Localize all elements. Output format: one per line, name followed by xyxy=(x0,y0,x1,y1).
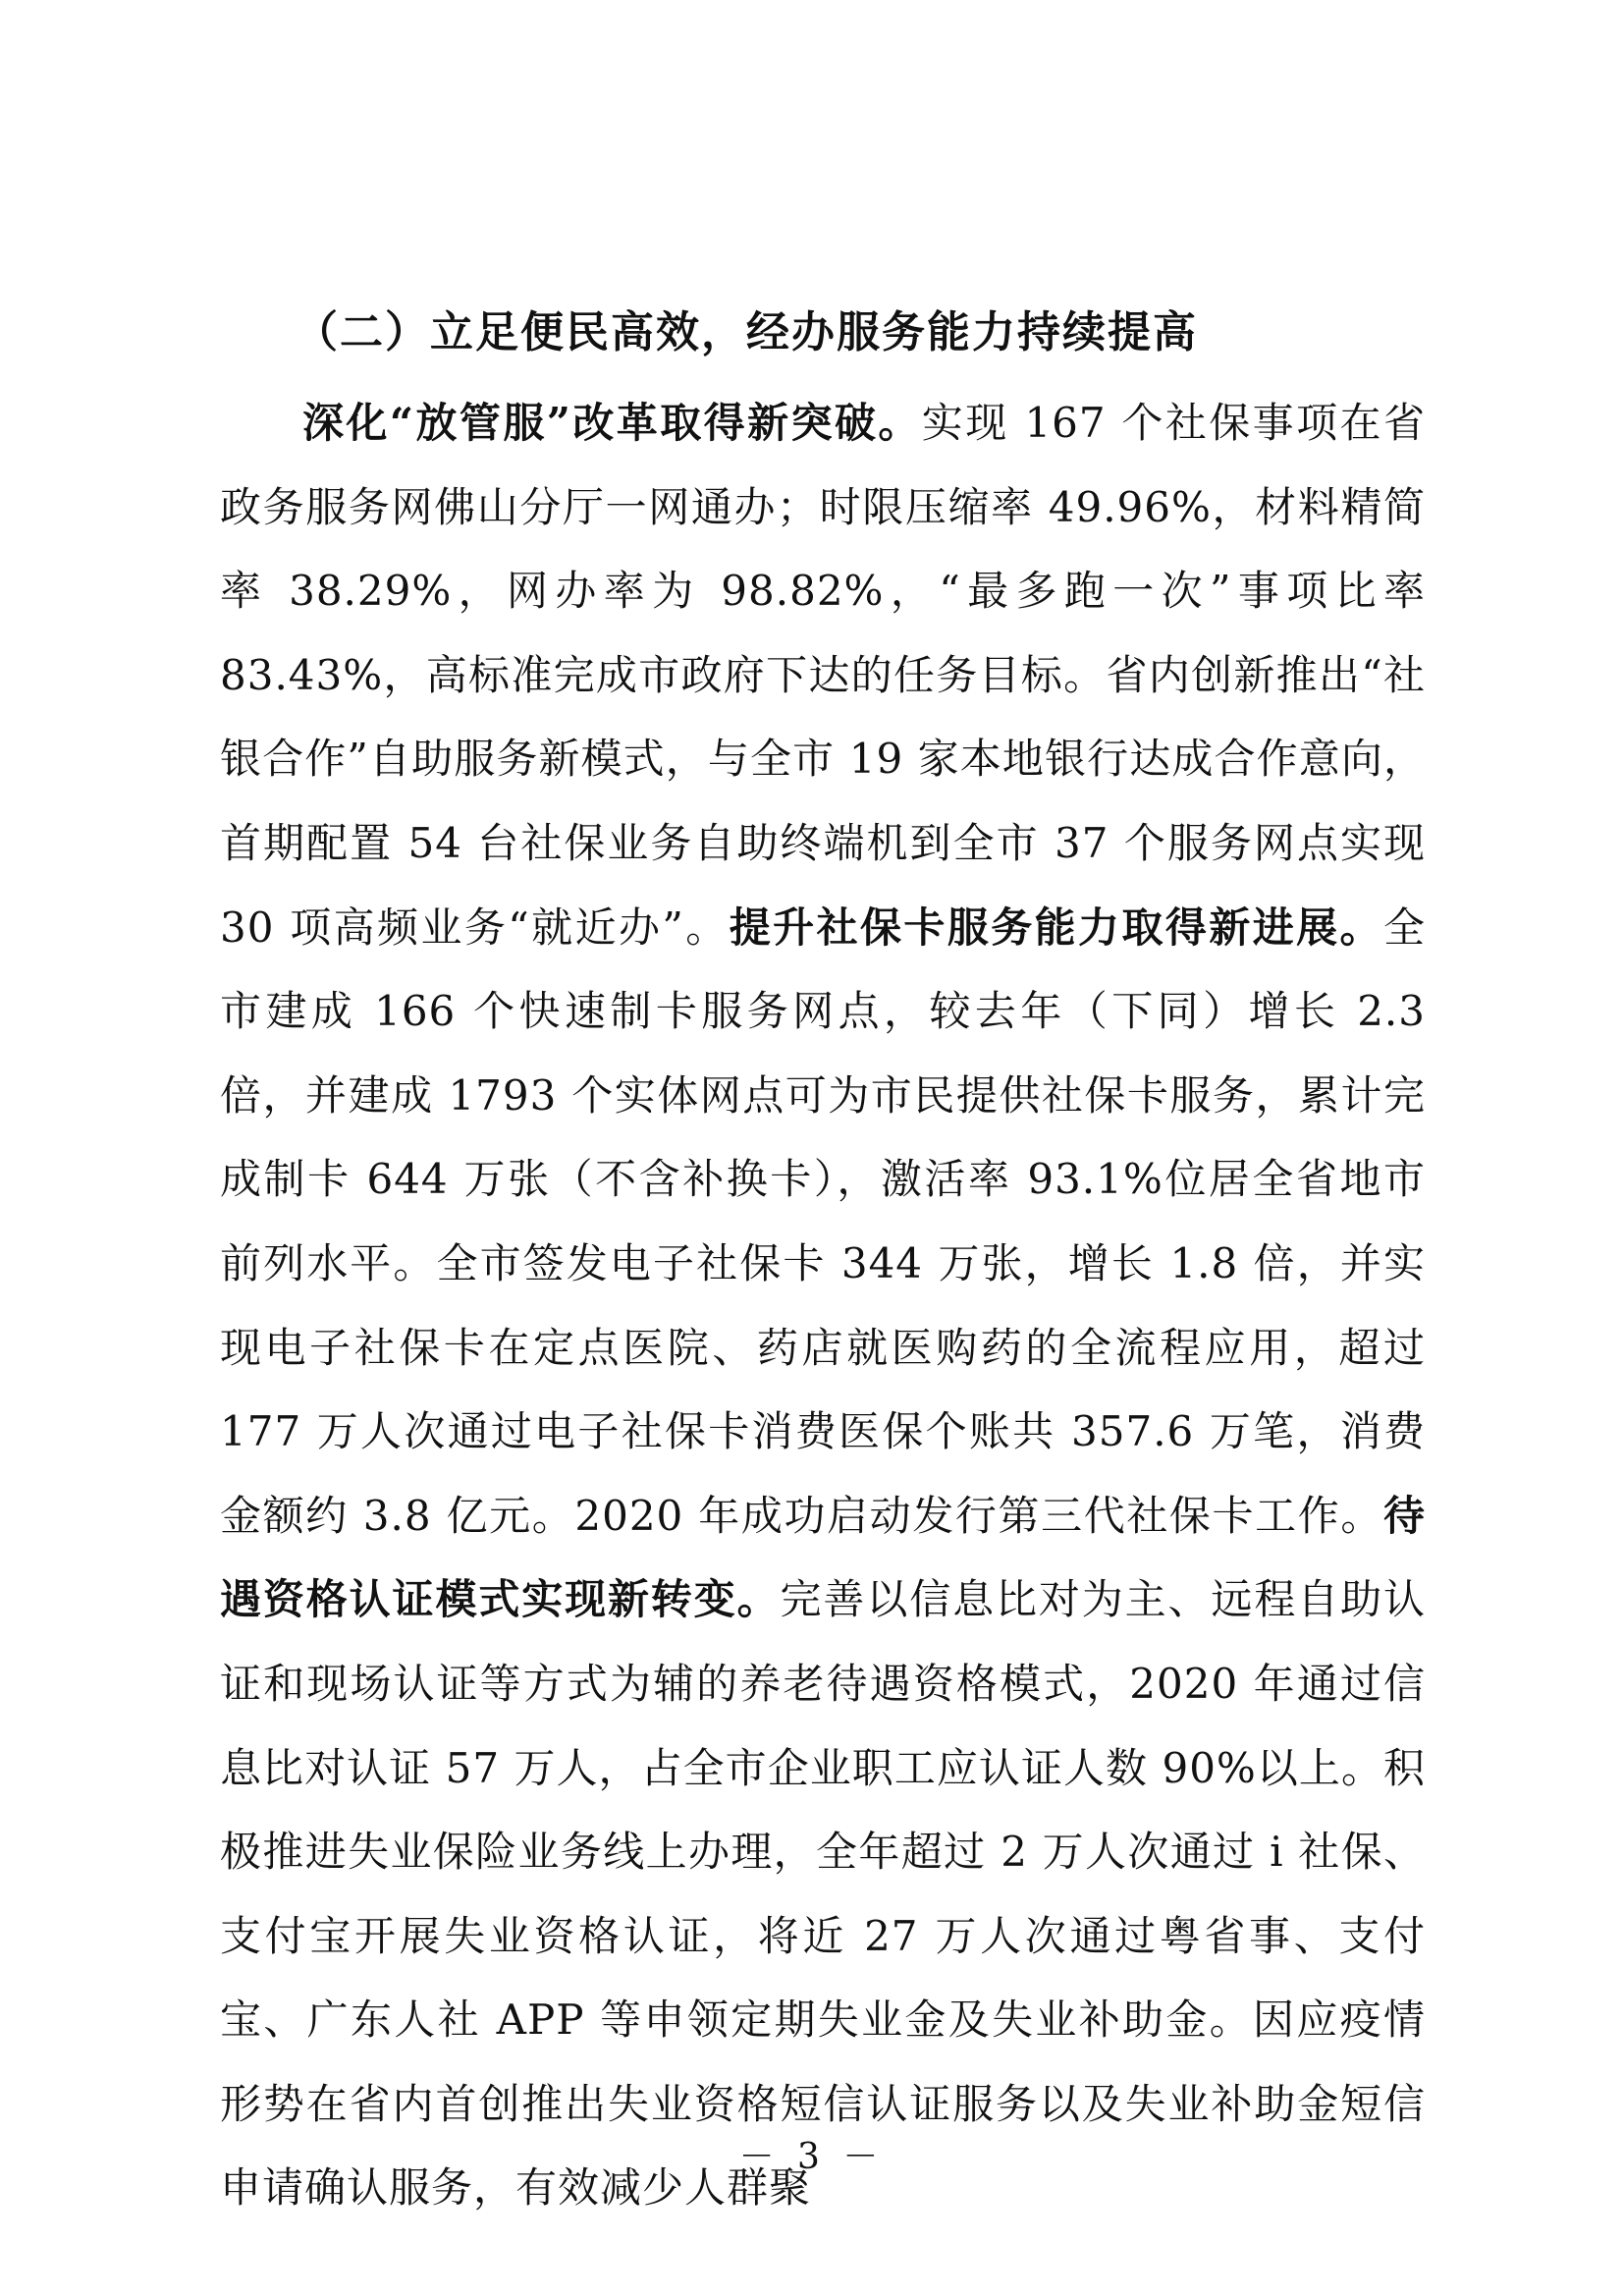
paragraph-text-3: 完善以信息比对为主、远程自助认证和现场认证等方式为辅的养老待遇资格模式，2020 年通过信息比对认证 57 万人，占全市企业职工应认证人数 90%以上。积极推进失业保险业务线上办理，全年超过 2 万人次通过 i 社保、支付宝开展失业资格认证，将近 27 万人次通过粤省事、支付宝、广东人社 APP 等申领定期失业金及失业补助金。因应疫情形势在省内首创推出失业资格短信认证服务以及失业补助金短信申请确认服务，有效减少人群聚 xyxy=(220,1575,1426,2213)
bold-lead-3: 待遇资格认证模式实现新转变。 xyxy=(220,1491,1426,1624)
section-heading: （二）立足便民高效，经办服务能力持续提高 xyxy=(295,307,1198,357)
body-paragraph xyxy=(220,381,1426,2230)
paragraph-text-2: 全市建成 166 个快速制卡服务网点，较去年（下同）增长 2.3 倍，并建成 1793 个实体网点可为市民提供社保卡服务，累计完成制卡 644 万张（不含补换卡），激活率 93.1%位居全省地市前列水平。全市签发电子社保卡 344 万张，增长 1.8 倍，并实现电子社保卡在定点医院、药店就医购药的全流程应用，超过 177 万人次通过电子社保卡消费医保个账共 357.6 万笔，消费金额约 3.8 亿元。2020 年成功启动发行第三代社保卡工作。 xyxy=(220,902,1426,1540)
page-number: － 3 － xyxy=(738,2137,885,2177)
bold-lead-2: 提升社保卡服务能力取得新进展。 xyxy=(729,902,1383,952)
bold-lead-1: 深化“放管服”改革取得新突破。 xyxy=(302,399,922,447)
paragraph-text-1: 实现 167 个社保事项在省政务服务网佛山分厅一网通办；时限压缩率 49.96%，材料精简率 38.29%，网办率为 98.82%，“最多跑一次”事项比率 83.43%，高标准完成市政府下达的任务目标。省内创新推出“社银合作”自助服务新模式，与全市 19 家本地银行达成合作意向，首期配置 54 台社保业务自助终端机到全市 37 个服务网点实现 30 项高频业务“就近办”。 xyxy=(220,399,1426,952)
